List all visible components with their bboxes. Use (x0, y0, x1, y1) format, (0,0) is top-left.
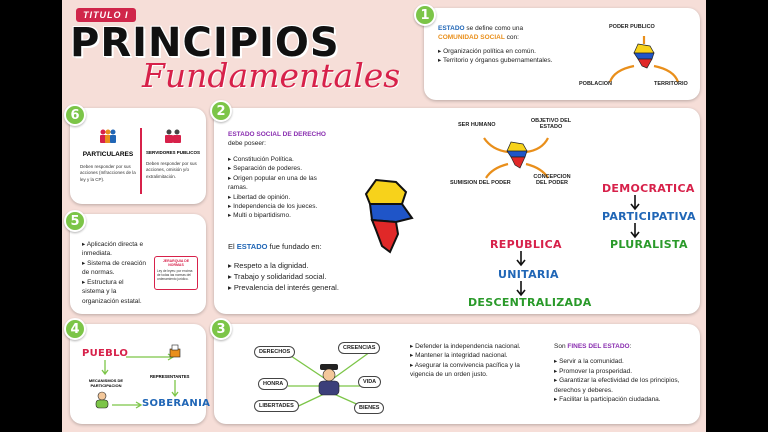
arrow-down-icon (100, 360, 110, 376)
section-number-4: 4 (64, 318, 86, 340)
chain-democratica: DEMOCRATICA (602, 182, 695, 195)
estado-social-block: ESTADO SOCIAL DE DERECHO debe poseer: ▸ Constitución Política. ▸ Separación de poderes. ▸ Origen popular en una de las ramas. ▸ Libertad de opinión. ▸ Independencia de los jueces. ▸ Multi o bipartidismo. (228, 130, 338, 221)
section-3-card (214, 324, 700, 424)
list-item: ▸ Promover la prosperidad. (554, 367, 688, 376)
list-item: ▸ Independencia de los jueces. (228, 202, 338, 211)
section-number-3: 3 (210, 318, 232, 340)
list-item: ▸ Facilitar la participación ciudadana. (554, 395, 688, 404)
list-item: ▸ Constitución Política. (228, 155, 338, 164)
people-icon (92, 390, 112, 410)
particulares-text: Deben responder por sus acciones (Infracciones de la ley y la CP). (80, 164, 136, 182)
arrow-down-icon (630, 223, 640, 239)
chain-descentralizada: DESCENTRALIZADA (468, 296, 592, 309)
list-item: ▸ Origen popular en una de las ramas. (228, 174, 338, 193)
estado-bullets (438, 47, 563, 66)
arrow-down-icon (516, 281, 526, 297)
diagram-label-poblacion: POBLACION (579, 81, 612, 87)
pill-bienes: BIENES (354, 402, 384, 414)
list-item: ▸ Sistema de creación de normas. (82, 259, 146, 278)
constitucion-bullets (82, 240, 146, 306)
list-item: ▸ Multi o bipartidismo. (228, 211, 338, 220)
section-5-card (70, 214, 206, 314)
pueblo-label: PUEBLO (82, 348, 129, 359)
arrow-right-icon (112, 400, 144, 410)
section-number-1: 1 (414, 4, 436, 26)
estado-social-bullets (228, 155, 338, 221)
colombia-flag-map-icon (362, 178, 418, 256)
colombia-map-icon (634, 44, 654, 68)
jerarquia-card (154, 256, 198, 290)
pill-honra: HONRA (258, 378, 288, 390)
estado-diagram (594, 30, 694, 88)
jerarquia-text: Ley de leyes: por encima de todas las normas del ordenamiento jurídico. (157, 269, 193, 282)
police-officer-icon (319, 364, 339, 395)
section-1-card (424, 8, 700, 100)
diagram-label-poder: PODER PUBLICO (609, 24, 655, 30)
list-item: ▸ Trabajo y solidaridad social. (228, 272, 348, 283)
diagram-label-sumision: SUMISION DEL PODER (450, 180, 511, 186)
list-item: ▸ Aplicación directa e inmediata. (82, 240, 146, 259)
list-item: ▸ Mantener la integridad nacional. (410, 351, 528, 360)
title-tag: TITULO I (76, 8, 136, 22)
list-item: ▸ Asegurar la convivencia pacífica y la vigencia de un orden justo. (410, 361, 528, 380)
list-item: ▸ Organización política en común. (438, 47, 563, 56)
list-item: ▸ Servir a la comunidad. (554, 357, 688, 366)
fundado-bullets (228, 261, 348, 294)
fines-bullets (554, 357, 688, 404)
arrow-down-icon (516, 251, 526, 267)
duties-bullets (410, 342, 528, 380)
mecanismos-label: MECANISMOS DE PARTICIPACION (88, 378, 124, 388)
estado-definition: ESTADO se define como una COMUNIDAD SOCIAL con: ▸ Organización política en común. ▸ Territorio y órganos gubernamentales. (438, 24, 563, 66)
chain-unitaria: UNITARIA (498, 268, 559, 281)
representantes-label: REPRESENTANTES (150, 374, 190, 379)
arrow-down-icon (630, 195, 640, 211)
pill-vida: VIDA (358, 376, 381, 388)
particulares-title: PARTICULARES (82, 151, 134, 158)
page-subtitle: Fundamentales (142, 56, 401, 95)
chain-republica: REPUBLICA (490, 238, 562, 251)
section-number-2: 2 (210, 100, 232, 122)
list-item: ▸ Defender la independencia nacional. (410, 342, 528, 351)
list-item: ▸ Respeto a la dignidad. (228, 261, 348, 272)
section-2-card (214, 108, 700, 314)
chain-pluralista: PLURALISTA (610, 238, 688, 251)
section-4-card (70, 324, 211, 424)
pill-libertades: LIBERTADES (254, 400, 299, 412)
list-item: ▸ Estructura el sistema y la organización estatal. (82, 278, 146, 306)
fundado-block: El ESTADO fue fundado en: ▸ Respeto a la dignidad. ▸ Trabajo y solidaridad social. ▸ Prevalencia del interés general. (228, 242, 348, 294)
diagram-label-ser-humano: SER HUMANO (458, 122, 496, 128)
colombia-map-small-icon (507, 142, 527, 168)
section-6-card (70, 108, 206, 204)
soberania-label: SOBERANIA (142, 398, 211, 409)
section-number-5: 5 (64, 210, 86, 232)
pill-creencias: CREENCIAS (338, 342, 380, 354)
arrow-down-icon (170, 380, 180, 398)
divider (140, 128, 142, 194)
group-people-icon (97, 128, 119, 144)
section-number-6: 6 (64, 104, 86, 126)
list-item: ▸ Separación de poderes. (228, 164, 338, 173)
chain-participativa: PARTICIPATIVA (602, 210, 696, 223)
ballot-box-icon (168, 344, 182, 358)
poster (62, 0, 706, 432)
diagram-label-objetivo: OBJETIVO DEL ESTADO (530, 118, 572, 130)
list-item: ▸ Garantizar la efectividad de los principios, derechos y deberes. (554, 376, 688, 395)
diagram-label-territorio: TERRITORIO (654, 81, 688, 87)
list-item: ▸ Libertad de opinión. (228, 193, 338, 202)
servidores-title: SERVIDORES PUBLICOS (146, 150, 200, 155)
officials-icon (162, 128, 184, 144)
jerarquia-title: JERARQUIA DE NORMAS (162, 259, 190, 267)
fines-block: Son FINES DEL ESTADO: ▸ Servir a la comunidad. ▸ Promover la prosperidad. ▸ Garantizar la efectividad de los principios, derechos y deberes. ▸ Facilitar la participación ciudadana. (554, 342, 688, 405)
page-title: PRINCIPIOS (70, 20, 340, 66)
particulares-col (80, 128, 136, 183)
list-item: ▸ Territorio y órganos gubernamentales. (438, 56, 563, 65)
servidores-text: Deben responder por sus acciones, omisión y/o extralimitación. (146, 161, 197, 179)
servidores-col (146, 128, 200, 180)
pill-derechos: DERECHOS (254, 346, 295, 358)
list-item: ▸ Prevalencia del interés general. (228, 283, 348, 294)
diagram-label-concepcion: CONCEPCION DEL PODER (533, 174, 571, 186)
